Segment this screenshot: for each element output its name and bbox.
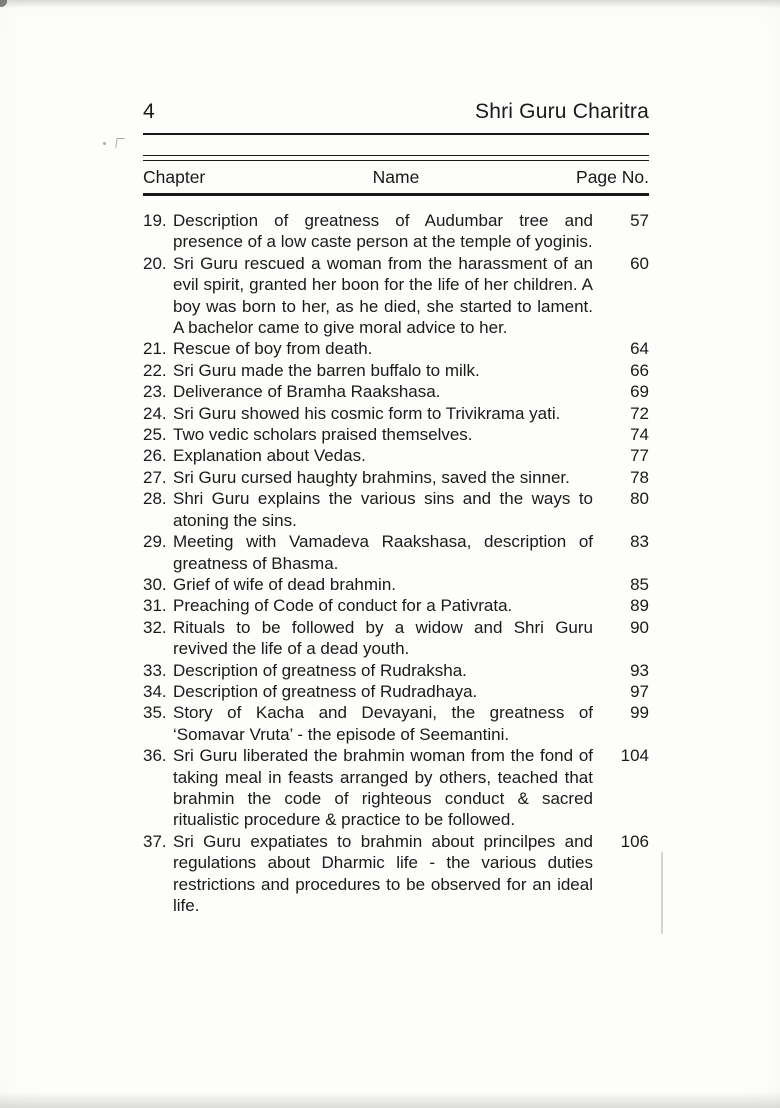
chapter-number: 30. [143,574,167,594]
chapter-number: 23. [143,382,167,402]
toc-entry [143,338,649,359]
scan-artifact-line [661,852,663,934]
toc-entry [143,531,649,574]
toc-entry [143,381,649,402]
toc-entry [143,467,649,488]
table-top-rule [143,155,649,161]
chapter-title: Sri Guru cursed haughty brahmins, saved the sinner. [173,467,570,487]
chapter-number: 19. [143,211,167,230]
toc-entry [143,660,649,681]
chapter-page-number: 57 [630,211,649,230]
chapter-title: Deliverance of Bramha Raakshasa. [173,382,441,402]
chapter-page-number: 90 [630,617,649,637]
chapter-title: Rituals to be followed by a widow and Shri Guru revived the life of a dead youth. [173,617,593,659]
chapter-page-number: 80 [630,489,649,509]
chapter-title: Sri Guru rescued a woman from the harassment of an evil spirit, granted her boon for the life of her children. A boy was born to her, as he died, she started to lament. A bachelor came to give moral advice to her. [173,253,593,338]
toc-entry [143,253,649,339]
chapter-number: 29. [143,532,167,552]
toc-entry [143,360,649,381]
column-header-chapter: Chapter [143,167,206,187]
chapter-title: Story of Kacha and Devayani, the greatness of ‘Somavar Vruta’ - the episode of Seemantini. [173,703,593,744]
chapter-number: 28. [143,489,167,509]
toc-entry [143,595,649,616]
chapter-title: Sri Guru made the barren buffalo to milk. [173,360,480,380]
chapter-number: 34. [143,681,167,701]
chapter-page-number: 60 [630,253,649,273]
toc-entry [143,488,649,531]
chapter-number: 26. [143,446,167,466]
toc-entry [143,574,649,595]
toc-entries [143,210,649,916]
toc-entry [143,445,649,466]
chapter-page-number: 89 [630,596,649,616]
chapter-page-number: 66 [630,360,649,380]
toc-entry [143,210,649,253]
toc-entry [143,403,649,424]
chapter-number: 32. [143,617,167,637]
toc-entry [143,681,649,702]
chapter-page-number: 93 [630,660,649,680]
toc-entry [143,424,649,445]
chapter-page-number: 97 [630,681,649,701]
chapter-title: Sri Guru expatiates to brahmin about princilpes and regulations about Dharmic life - the various duties restrictions and procedures to be observed for an ideal life. [173,831,593,915]
chapter-page-number: 74 [630,425,649,445]
chapter-number: 35. [143,703,167,723]
chapter-number: 27. [143,467,167,487]
chapter-title: Description of greatness of Rudradhaya. [173,681,478,701]
chapter-title: Sri Guru showed his cosmic form to Trivikrama yati. [173,403,561,423]
chapter-number: 21. [143,339,167,359]
chapter-page-number: 104 [620,746,649,766]
chapter-number: 33. [143,660,167,680]
chapter-number: 20. [143,253,167,273]
chapter-number: 31. [143,596,167,616]
chapter-title: Description of greatness of Audumbar tree and presence of a low caste person at the temple of yoginis. [173,211,593,252]
column-header-page: Page No. [576,167,649,187]
chapter-page-number: 78 [630,467,649,487]
column-header-name: Name [372,167,420,187]
toc-entry [143,831,649,917]
header-rule [143,133,649,135]
chapter-page-number: 64 [630,339,649,359]
scan-artifact-marks [103,138,125,148]
chapter-number: 36. [143,746,167,766]
chapter-number: 24. [143,403,167,423]
page-header [143,100,649,124]
chapter-page-number: 77 [630,446,649,466]
toc-entry [143,745,649,831]
toc-entry [143,617,649,660]
chapter-page-number: 69 [630,382,649,402]
chapter-title: Shri Guru explains the various sins and the ways to atoning the sins. [173,489,593,530]
chapter-title: Preaching of Code of conduct for a Pativrata. [173,596,513,616]
scan-edge-bottom [0,1092,780,1108]
chapter-number: 25. [143,425,167,445]
chapter-page-number: 106 [620,831,649,851]
toc-entry [143,702,649,745]
chapter-title: Grief of wife of dead brahmin. [173,574,397,594]
table-header-rule [143,193,649,198]
chapter-title: Meeting with Vamadeva Raakshasa, description of greatness of Bhasma. [173,532,593,573]
chapter-number: 22. [143,360,167,380]
chapter-page-number: 99 [630,703,649,723]
chapter-number: 37. [143,831,167,851]
chapter-page-number: 83 [630,532,649,552]
chapter-page-number: 72 [630,403,649,423]
chapter-title: Rescue of boy from death. [173,339,373,359]
chapter-page-number: 85 [630,574,649,594]
page-content [143,100,649,916]
chapter-title: Sri Guru liberated the brahmin woman from the fond of taking meal in feasts arranged by others, teached that brahmin the code of righteous conduct & sacred ritualistic procedure & practice to be followed. [173,746,593,830]
chapter-title: Explanation about Vedas. [173,446,366,466]
scan-edge-top [0,0,780,8]
chapter-title: Two vedic scholars praised themselves. [173,425,473,445]
chapter-title: Description of greatness of Rudraksha. [173,660,467,680]
folio-number: 4 [143,100,155,123]
table-column-headers [143,167,649,188]
book-title: Shri Guru Charitra [475,100,649,123]
